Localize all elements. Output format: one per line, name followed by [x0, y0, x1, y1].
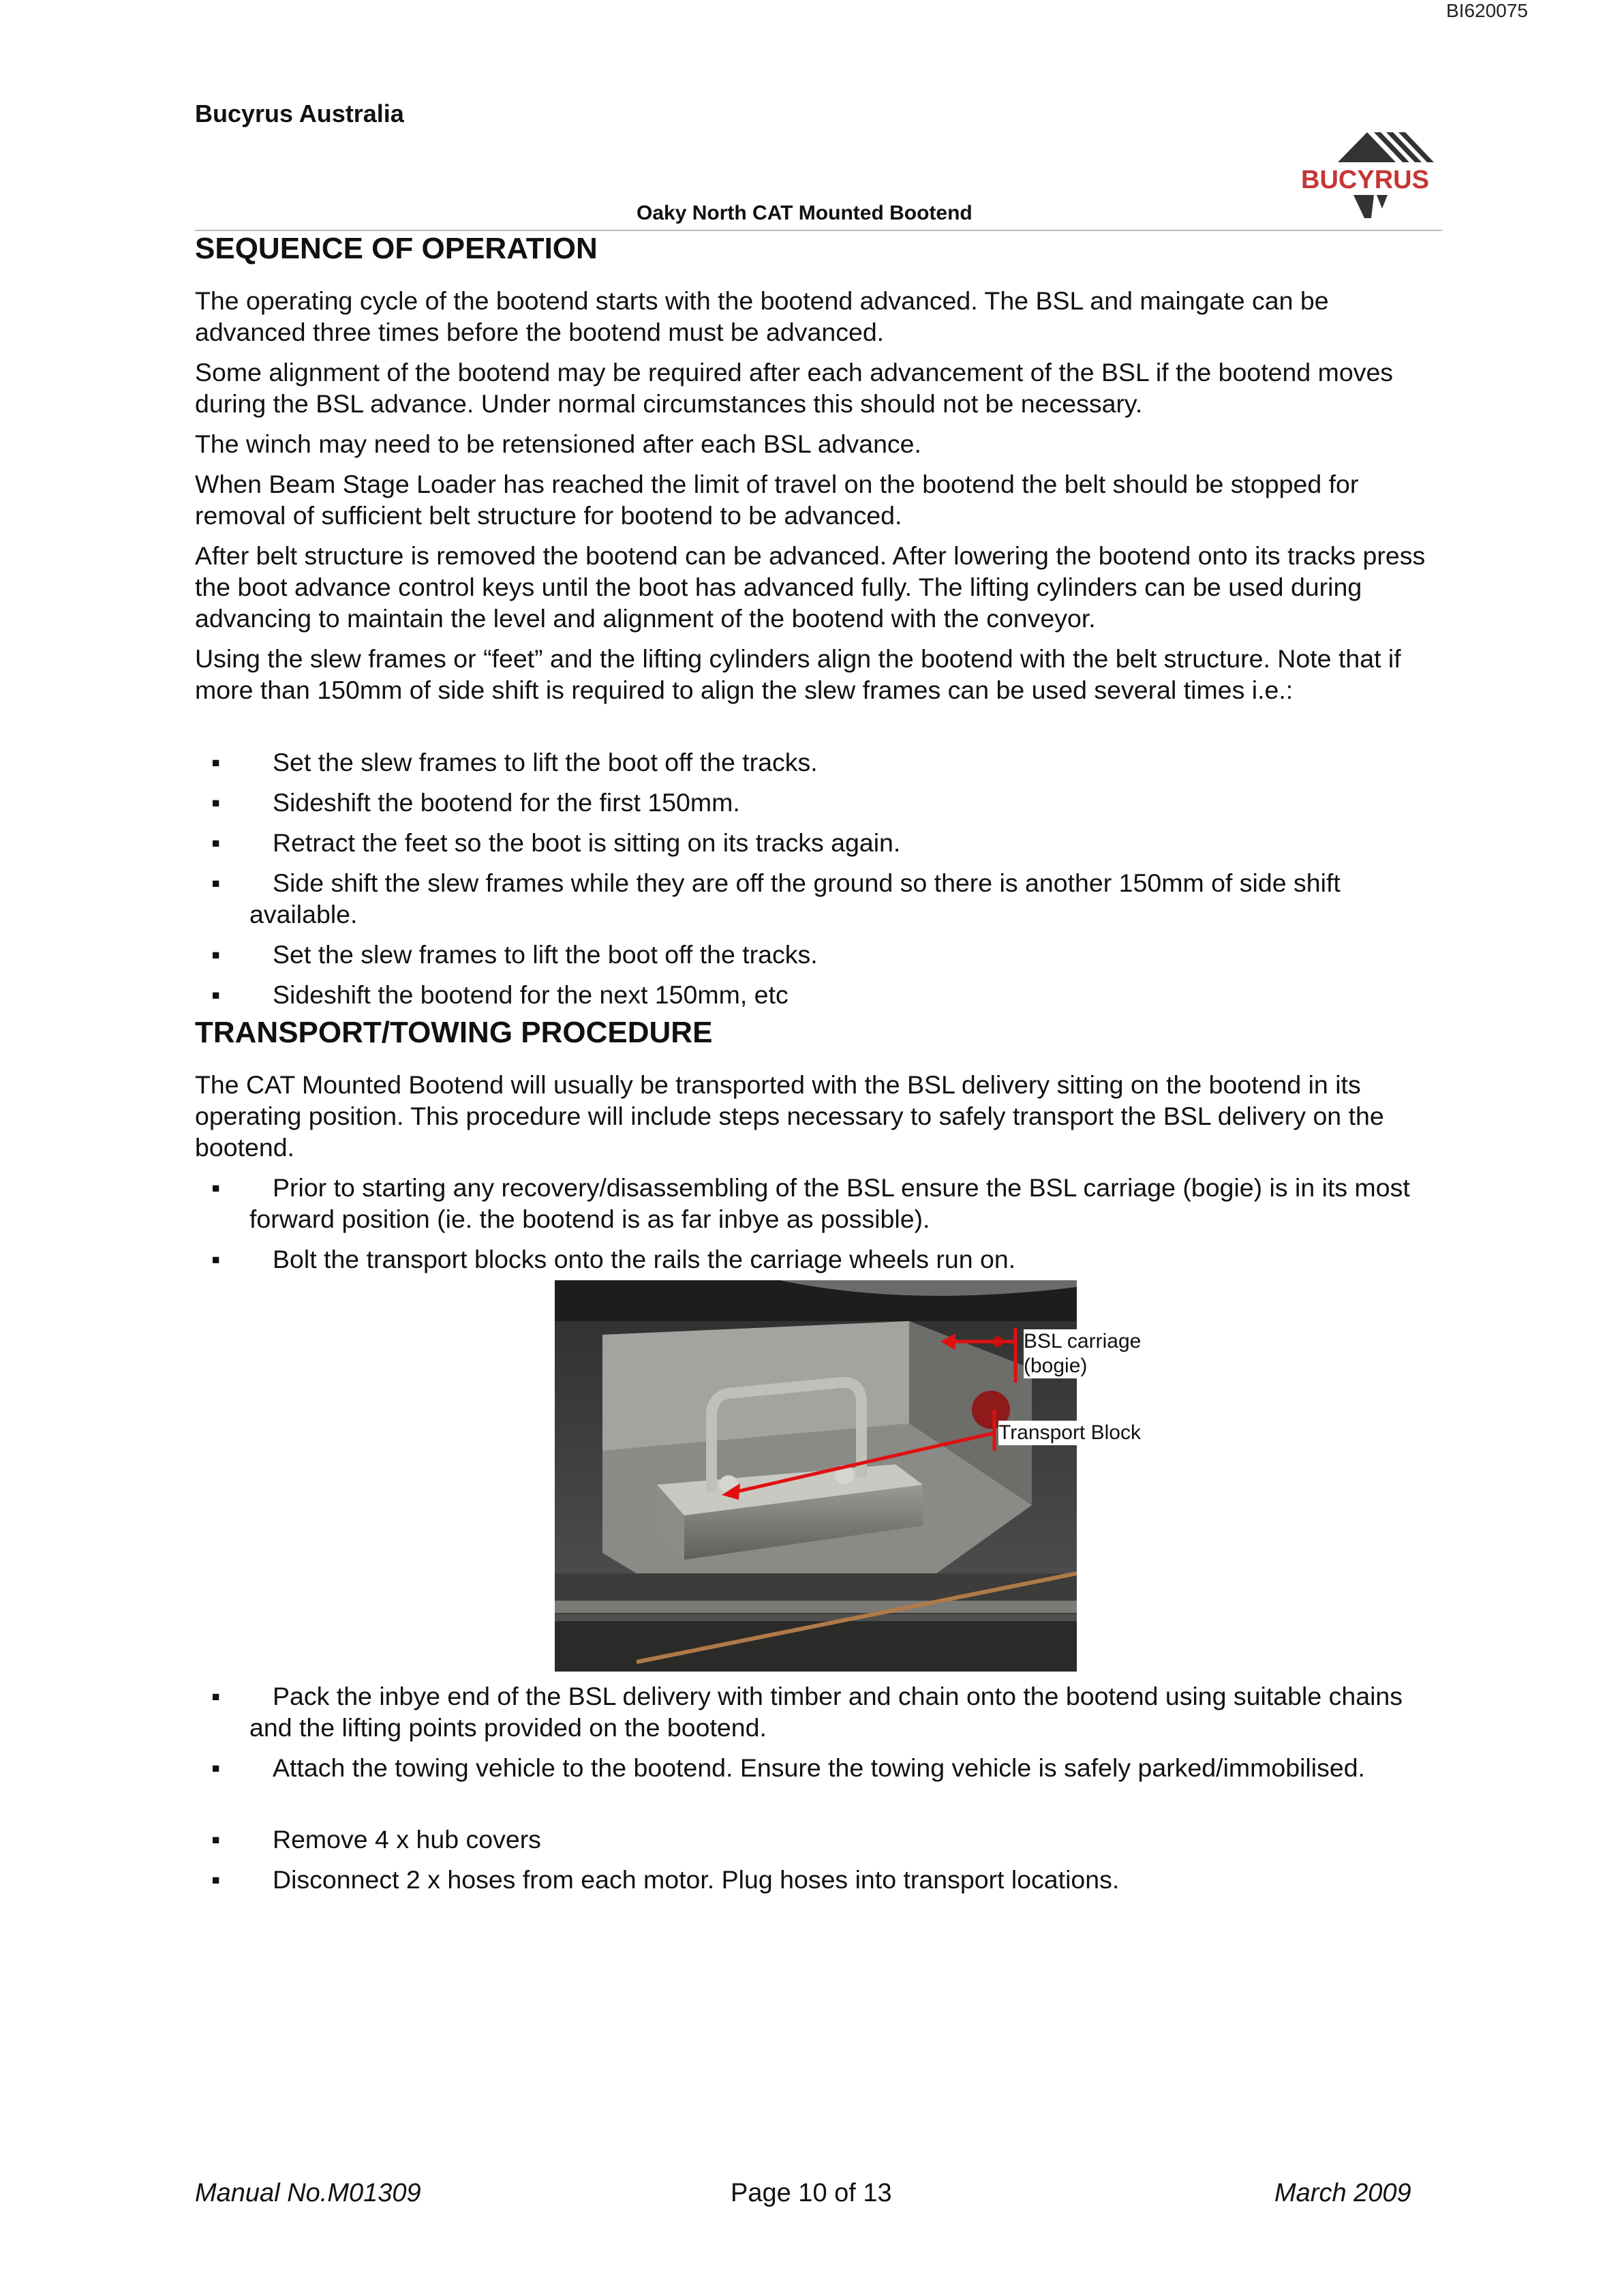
list-item-text: Pack the inbye end of the BSL delivery with timber and chain onto the bootend using suitable chains and the lifting points provided on the bootend.: [249, 1682, 1403, 1742]
paragraph: Some alignment of the bootend may be required after each advancement of the BSL if the bootend moves during the BSL advance. Under normal circumstances this should not be necessary.: [195, 358, 1394, 418]
list-item-text: Disconnect 2 x hoses from each motor. Plug hoses into transport locations.: [273, 1865, 1120, 1894]
list-item-text: Sideshift the bootend for the next 150mm, etc: [273, 980, 789, 1009]
bullet-marker: ▪: [211, 1173, 221, 1202]
manual-number: Manual No.M01309: [195, 2179, 421, 2207]
list-item-text: Remove 4 x hub covers: [273, 1825, 541, 1854]
header-divider: [195, 230, 1442, 231]
bullet-marker: ▪: [211, 1245, 221, 1273]
bullet-marker: ▪: [211, 1825, 221, 1854]
list-item-text: Bolt the transport blocks onto the rails the carriage wheels run on.: [273, 1245, 1016, 1273]
label-bogie: (bogie): [1024, 1355, 1088, 1377]
list-item: [211, 827, 1442, 858]
paragraph: Using the slew frames or “feet” and the lifting cylinders align the bootend with the belt structure. Note that if more than 150mm of side shift is required to align the slew frames can be used several times i.e.:: [195, 644, 1401, 704]
list-item-text: Sideshift the bootend for the first 150mm.: [273, 788, 740, 817]
label-transport-block: Transport Block: [998, 1421, 1141, 1444]
bullet-marker: ▪: [211, 1865, 221, 1894]
bullet-marker: ▪: [211, 980, 221, 1009]
document-subtitle: Oaky North CAT Mounted Bootend: [637, 202, 973, 224]
bullet-marker: ▪: [211, 1682, 221, 1710]
document-id: BI620075: [1446, 0, 1528, 21]
bullet-marker: ▪: [211, 940, 221, 969]
list-item-text: Prior to starting any recovery/disassembling of the BSL ensure the BSL carriage (bogie) is in its most forward position (ie. the bootend is as far inbye as possible).: [249, 1173, 1410, 1233]
list-item: [211, 1752, 1442, 1783]
list-item-text: Retract the feet so the boot is sitting on its tracks again.: [273, 828, 901, 857]
section-heading-transport: TRANSPORT/TOWING PROCEDURE: [195, 1016, 713, 1049]
bucyrus-logo: [1287, 128, 1443, 224]
bullet-marker: ▪: [211, 868, 221, 897]
list-item-text: Set the slew frames to lift the boot off the tracks.: [273, 940, 818, 969]
paragraph: When Beam Stage Loader has reached the limit of travel on the bootend the belt should be stopped for removal of sufficient belt structure for bootend to be advanced.: [195, 470, 1359, 530]
paragraph: After belt structure is removed the bootend can be advanced. After lowering the bootend onto its tracks press the boot advance control keys until the boot has advanced fully. The lifting cylinders can be used during advancing to maintain the level and alignment of the bootend with the conveyor.: [195, 541, 1426, 633]
paragraph: The winch may need to be retensioned after each BSL advance.: [195, 429, 921, 458]
paragraph: The CAT Mounted Bootend will usually be transported with the BSL delivery sitting on the bootend in its operating position. This procedure will include steps necessary to safely transport the BSL delivery on the bootend.: [195, 1070, 1384, 1162]
list-item: [211, 939, 1442, 970]
publish-date: March 2009: [1274, 2179, 1411, 2207]
transport-block-photo: [555, 1280, 1077, 1672]
bullet-marker: ▪: [211, 788, 221, 817]
list-item: [211, 1864, 1442, 1895]
company-name: Bucyrus Australia: [195, 100, 404, 127]
bullet-marker: ▪: [211, 828, 221, 857]
svg-text:BUCYRUS: BUCYRUS: [1301, 166, 1429, 194]
bullet-marker: ▪: [211, 748, 221, 776]
list-item: [211, 979, 1442, 1010]
section-heading-sequence: SEQUENCE OF OPERATION: [195, 232, 598, 265]
list-item: [211, 867, 1442, 930]
list-item: [211, 1824, 1442, 1855]
list-item: [211, 787, 1442, 818]
list-item-text: Attach the towing vehicle to the bootend. Ensure the towing vehicle is safely parked/immobilised.: [273, 1753, 1365, 1782]
page-number: Page 10 of 13: [731, 2179, 892, 2207]
list-item: [211, 746, 1442, 778]
bullet-marker: ▪: [211, 1753, 221, 1782]
list-item-text: Side shift the slew frames while they are off the ground so there is another 150mm of side shift available.: [249, 868, 1341, 928]
list-item: [211, 1172, 1442, 1235]
label-bsl-carriage: BSL carriage: [1024, 1330, 1142, 1353]
paragraph: The operating cycle of the bootend starts with the bootend advanced. The BSL and maingate can be advanced three times before the bootend must be advanced.: [195, 286, 1329, 346]
list-item: [211, 1680, 1442, 1743]
list-item: [211, 1243, 1442, 1275]
list-item-text: Set the slew frames to lift the boot off the tracks.: [273, 748, 818, 776]
